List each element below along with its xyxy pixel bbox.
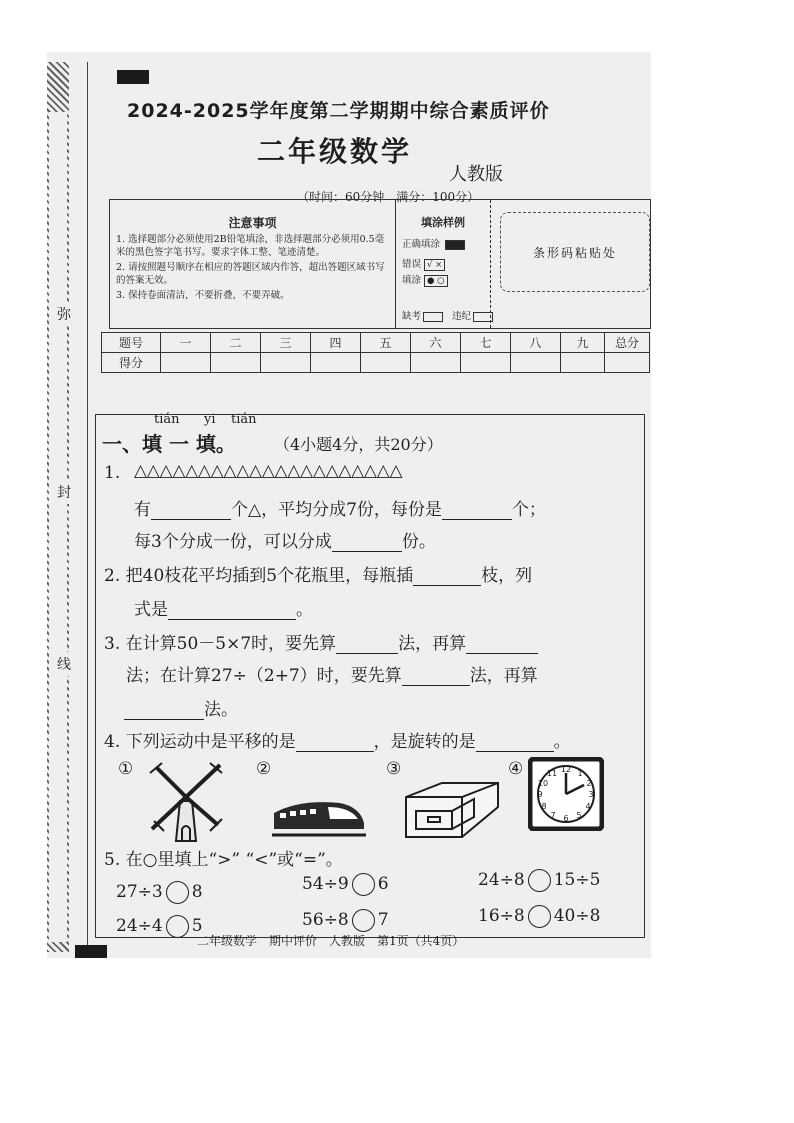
svg-text:11: 11 (546, 769, 558, 778)
drawer-icon (402, 777, 502, 843)
q2-line1-b: 枝，列 (481, 566, 533, 586)
q3-line1-a: 在计算50－5×7时，要先算 (125, 634, 337, 654)
absent-box[interactable] (423, 312, 443, 322)
barcode-label: 条形码粘贴处 (532, 245, 617, 260)
compare-item-5 (302, 909, 389, 932)
q4-label-2: ② (256, 759, 272, 779)
score-col-2: 二 (211, 333, 261, 353)
compare-left: 24÷8 (478, 870, 525, 890)
absent-label: 缺考 (402, 311, 422, 322)
score-cell[interactable] (361, 353, 411, 373)
compare-item-2 (302, 873, 389, 896)
score-col-3: 三 (261, 333, 311, 353)
q1-triangles: △△△△△△△△△△△△△△△△△△△△△ (134, 461, 403, 481)
wrong-fill-marks-2: ● ○ (424, 275, 448, 287)
notice-box (109, 199, 651, 329)
q3-line1-b: 法，再算 (398, 634, 467, 654)
q2-line1-a: 把40枝花平均插到5个花瓶里，每瓶插 (125, 566, 414, 586)
page-footer: 二年级数学 期中评价 人教版 第1页（共4页） (197, 934, 465, 948)
section-heading: 一、填 一 填。 (102, 432, 236, 456)
score-col-total: 总分 (605, 333, 650, 353)
binding-line (87, 62, 88, 952)
q1-line2-b: 个△，平均分成7份，每份是 (231, 500, 442, 520)
score-cell[interactable] (311, 353, 361, 373)
svg-text:7: 7 (550, 811, 556, 820)
svg-text:10: 10 (537, 779, 549, 788)
seal-char-2: 封 (57, 480, 71, 504)
compare-item-6 (478, 905, 600, 928)
violation-box[interactable] (473, 312, 493, 322)
compare-circle[interactable] (528, 905, 551, 928)
score-cell[interactable] (561, 353, 605, 373)
q4-text-a: 下列运动中是平移的是 (125, 732, 296, 752)
section1-question-box (95, 414, 645, 938)
svg-text:2: 2 (586, 779, 592, 788)
q2-blank-per-vase[interactable] (413, 567, 481, 586)
q3-blank-second-op-2[interactable] (124, 701, 204, 720)
svg-text:5: 5 (576, 811, 582, 820)
subject-title: 二年级数学 (257, 135, 413, 168)
violation-label: 违纪 (452, 311, 472, 322)
pinyin-tian-2: tián (231, 412, 257, 427)
score-col-8: 八 (511, 333, 561, 353)
compare-item-1 (116, 881, 203, 904)
score-row-label: 得分 (102, 353, 161, 373)
svg-text:8: 8 (541, 802, 547, 811)
score-col-4: 四 (311, 333, 361, 353)
q4-label-1: ① (118, 759, 134, 779)
notice-section (110, 200, 396, 328)
score-cell[interactable] (261, 353, 311, 373)
compare-left: 27÷3 (116, 882, 163, 902)
score-col-1: 一 (161, 333, 211, 353)
q4-text-b: ，是旋转的是 (373, 732, 476, 752)
compare-left: 24÷4 (116, 916, 163, 936)
q2-number: 2. (104, 566, 121, 586)
corner-mark-bottom (75, 945, 107, 958)
compare-left: 16÷8 (478, 906, 525, 926)
q3-blank-second-op-1[interactable] (466, 635, 538, 654)
wrong-fill-marks-1: √ × (424, 259, 445, 271)
fill-sample-section (396, 200, 491, 328)
q1-number: 1. (104, 463, 121, 483)
edition-label: 人教版 (449, 164, 503, 185)
wrong-fill-label-1: 错误 (402, 259, 422, 270)
svg-text:9: 9 (537, 790, 543, 799)
compare-right: 5 (191, 916, 203, 936)
score-cell[interactable] (411, 353, 461, 373)
score-table-score-row (102, 353, 650, 373)
exam-page-photo (47, 52, 651, 958)
score-col-9: 九 (561, 333, 605, 353)
notice-item-2: 2. 请按照题号顺序在相应的答题区域内作答，超出答题区域书写的答案无效。 (116, 262, 385, 286)
pinyin-yi: yi (204, 412, 216, 427)
q1-blank-per-share[interactable] (442, 501, 512, 520)
svg-text:4: 4 (585, 802, 591, 811)
q1-blank-count[interactable] (151, 501, 231, 520)
barcode-area (500, 212, 650, 292)
score-table-header-row (102, 333, 650, 353)
seal-char-1: 弥 (57, 302, 71, 326)
compare-item-3 (478, 869, 600, 892)
compare-right: 40÷8 (553, 906, 601, 926)
q3-number: 3. (104, 634, 121, 654)
compare-right: 15÷5 (553, 870, 601, 890)
q5-number: 5. (104, 850, 121, 870)
q4-blank-rotation[interactable] (476, 733, 554, 752)
compare-left: 54÷9 (302, 874, 349, 894)
clock-icon (528, 757, 604, 831)
q3-blank-first-op-2[interactable] (402, 667, 470, 686)
seal-char-3: 线 (57, 652, 71, 676)
exam-title: 2024-2025学年度第二学期期中综合素质评价 (127, 100, 550, 122)
corner-mark-top (117, 70, 149, 84)
svg-text:3: 3 (588, 790, 594, 799)
compare-circle[interactable] (528, 869, 551, 892)
score-table (101, 332, 650, 373)
q1-line3-a: 每3个分成一份，可以分成 (134, 532, 332, 552)
score-cell[interactable] (211, 353, 261, 373)
q4-text-c: 。 (553, 732, 571, 752)
score-cell[interactable] (161, 353, 211, 373)
compare-right: 8 (191, 882, 203, 902)
q1-line2-a: 有 (134, 500, 151, 520)
notice-item-3: 3. 保持卷面清洁，不要折叠，不要弄破。 (116, 290, 290, 301)
svg-text:1: 1 (577, 769, 583, 778)
q4-number: 4. (104, 732, 121, 752)
windmill-icon (144, 757, 230, 843)
q1-line2-c: 个； (511, 500, 546, 520)
compare-left: 56÷8 (302, 910, 349, 930)
score-col-6: 六 (411, 333, 461, 353)
q4-label-3: ③ (386, 759, 402, 779)
score-cell[interactable] (461, 353, 511, 373)
q3-blank-first-op-1[interactable] (336, 635, 398, 654)
notice-title: 注意事项 (228, 216, 277, 230)
q1-blank-groups[interactable] (332, 533, 402, 552)
q5-text: 在○里填上“>” “<”或“=”。 (125, 850, 343, 870)
q3-line3: 法。 (204, 700, 238, 720)
wrong-fill-label-2: 填涂 (402, 275, 422, 286)
fill-sample-title: 填涂样例 (421, 216, 465, 229)
q3-line2-b: 法，再算 (469, 666, 538, 686)
q2-line2-b: 。 (296, 600, 313, 620)
compare-circle[interactable] (166, 915, 189, 938)
q4-blank-translation[interactable] (296, 733, 374, 752)
score-header-label: 题号 (102, 333, 161, 353)
q2-line2-a: 式是 (134, 600, 168, 620)
compare-right: 6 (377, 874, 389, 894)
svg-text:12: 12 (560, 765, 572, 774)
compare-circle[interactable] (166, 881, 189, 904)
q3-line2-a: 法；在计算27÷（2+7）时，要先算 (126, 666, 402, 686)
q2-blank-formula[interactable] (168, 601, 296, 620)
compare-right: 7 (377, 910, 389, 930)
q1-line3-b: 份。 (401, 532, 436, 552)
correct-fill-label: 正确填涂 (402, 239, 441, 250)
q4-label-4: ④ (508, 759, 524, 779)
score-col-5: 五 (361, 333, 411, 353)
compare-item-4 (116, 915, 203, 938)
section-points: （4小题4分，共20分） (274, 435, 443, 454)
compare-circle[interactable] (352, 873, 375, 896)
score-col-7: 七 (461, 333, 511, 353)
high-speed-train-icon (270, 795, 368, 841)
pinyin-tian-1: tián (154, 412, 180, 427)
svg-text:6: 6 (563, 814, 569, 823)
exam-time-score: （时间：60分钟 满分：100分） (297, 190, 480, 204)
compare-circle[interactable] (352, 909, 375, 932)
score-cell[interactable] (511, 353, 561, 373)
notice-item-1: 1. 选择题部分必须使用2B铅笔填涂，非选择题部分必须用0.5毫米的黑色签字笔书写。要求字体工整、笔迹清楚。 (116, 234, 385, 258)
score-cell[interactable] (605, 353, 650, 373)
correct-fill-swatch (445, 240, 465, 250)
